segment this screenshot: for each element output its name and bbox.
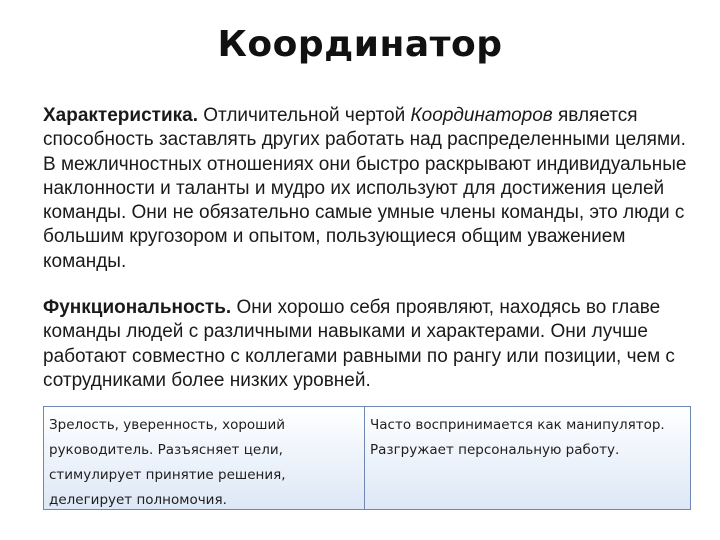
characteristic-italic-term: Координаторов (410, 105, 553, 126)
weaknesses-cell: Часто воспринимается как манипулятор. Разгружает персональную работу. (370, 417, 665, 458)
page-title: Координатор (217, 24, 503, 65)
functionality-text: Они хорошо себя проявляют, находясь во главе команды людей с различными навыками и характерами. Они лучше работают совместно с коллегами равными по рангу или позиции, чем с сотрудниками более низких уровней. (43, 297, 675, 391)
strengths-cell: Зрелость, уверенность, хороший руководитель. Разъясняет цели, стимулирует принятие решения, делегирует полномочия. (44, 407, 365, 509)
traits-table (43, 406, 691, 510)
characteristic-label: Характеристика. (43, 105, 198, 126)
characteristic-paragraph (43, 104, 693, 274)
functionality-paragraph (43, 296, 693, 393)
functionality-label: Функциональность. (43, 297, 232, 318)
characteristic-text-end: является способность заставлять других работать над распределенными целями. В межличностных отношениях они быстро раскрывают индивидуальные наклонности и таланты и мудро их используют для достижения целей команды. Они не обязательно самые умные члены команды, это люди с большим кругозором и опытом, пользующиеся общим уважением команды. (43, 105, 687, 272)
characteristic-text-start: Отличительной чертой (198, 105, 411, 126)
